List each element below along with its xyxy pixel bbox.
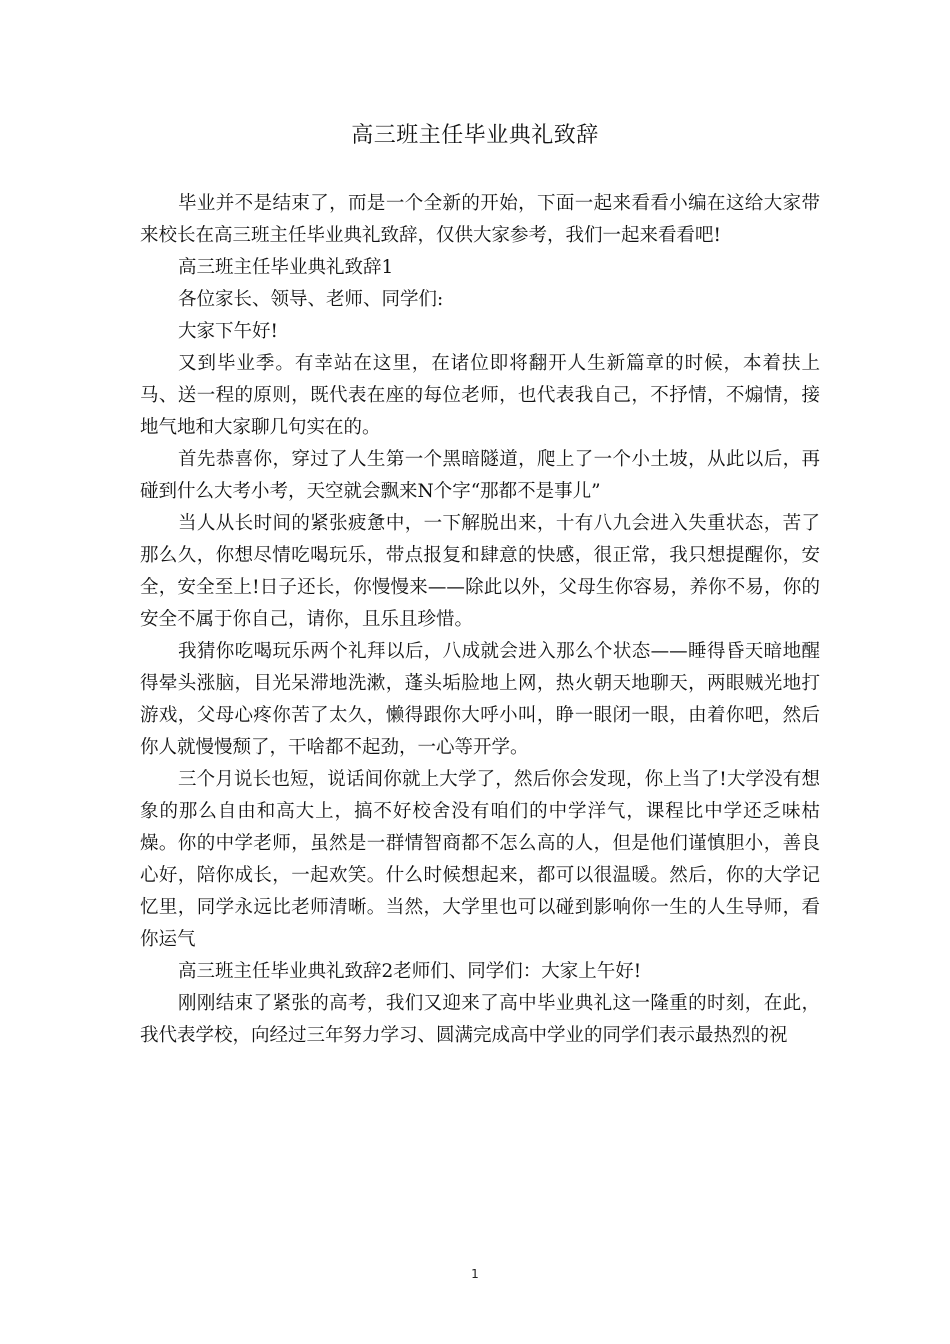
paragraph-heading-1: 高三班主任毕业典礼致辞1 [178, 257, 394, 278]
paragraph-intro: 毕业并不是结束了，而是一个全新的开始，下面一起来看看小编在这给大家带来校长在高三班主任毕业典礼致辞，仅供大家参考，我们一起来看看吧! [140, 193, 820, 246]
paragraph-body: 我猜你吃喝玩乐两个礼拜以后，八成就会进入那么个状态——睡得昏天暗地醒得晕头涨脑，目光呆滞地洗漱，蓬头垢脸地上网，热火朝天地聊天，两眼贼光地打游戏，父母心疼你苦了太久，懒得跟你大呼小叫，睁一眼闭一眼，由着你吧，然后你人就慢慢颓了，干啥都不起劲，一心等开学。 [140, 641, 820, 758]
paragraph-body: 三个月说长也短，说话间你就上大学了，然后你会发现，你上当了!大学没有想象的那么自由和高大上，搞不好校舍没有咱们的中学洋气，课程比中学还乏味枯燥。你的中学老师，虽然是一群情智商都不怎么高的人，但是他们谨慎胆小，善良心好，陪你成长，一起欢笑。什么时候想起来，都可以很温暖。然后，你的大学记忆里，同学永远比老师清晰。当然，大学里也可以碰到影响你一生的人生导师，看你运气 [140, 769, 820, 950]
paragraph-body: 当人从长时间的紧张疲惫中，一下解脱出来，十有八九会进入失重状态，苦了那么久，你想尽情吃喝玩乐，带点报复和肆意的快感，很正常，我只想提醒你，安全，安全至上!日子还长，你慢慢来——除此以外，父母生你容易，养你不易，你的安全不属于你自己，请你，且乐且珍惜。 [140, 513, 820, 630]
paragraph-salutation: 各位家长、领导、老师、同学们: [178, 289, 444, 310]
document-body [140, 188, 820, 1052]
paragraph-body: 刚刚结束了紧张的高考，我们又迎来了高中毕业典礼这一隆重的时刻，在此，我代表学校，向经过三年努力学习、圆满完成高中学业的同学们表示最热烈的祝 [140, 993, 820, 1046]
page-number: 1 [471, 1267, 479, 1281]
paragraph-body: 又到毕业季。有幸站在这里，在诸位即将翻开人生新篇章的时候，本着扶上马、送一程的原则，既代表在座的每位老师，也代表我自己，不抒情，不煽情，接地气地和大家聊几句实在的。 [140, 353, 820, 438]
paragraph-heading-2: 高三班主任毕业典礼致辞2老师们、同学们：大家上午好! [178, 961, 642, 982]
document-title: 高三班主任毕业典礼致辞 [351, 123, 599, 148]
paragraph-body: 首先恭喜你，穿过了人生第一个黑暗隧道，爬上了一个小土坡，从此以后，再碰到什么大考小考，天空就会飘来N个字“那都不是事儿” [140, 449, 820, 502]
paragraph-greeting: 大家下午好! [178, 321, 278, 342]
